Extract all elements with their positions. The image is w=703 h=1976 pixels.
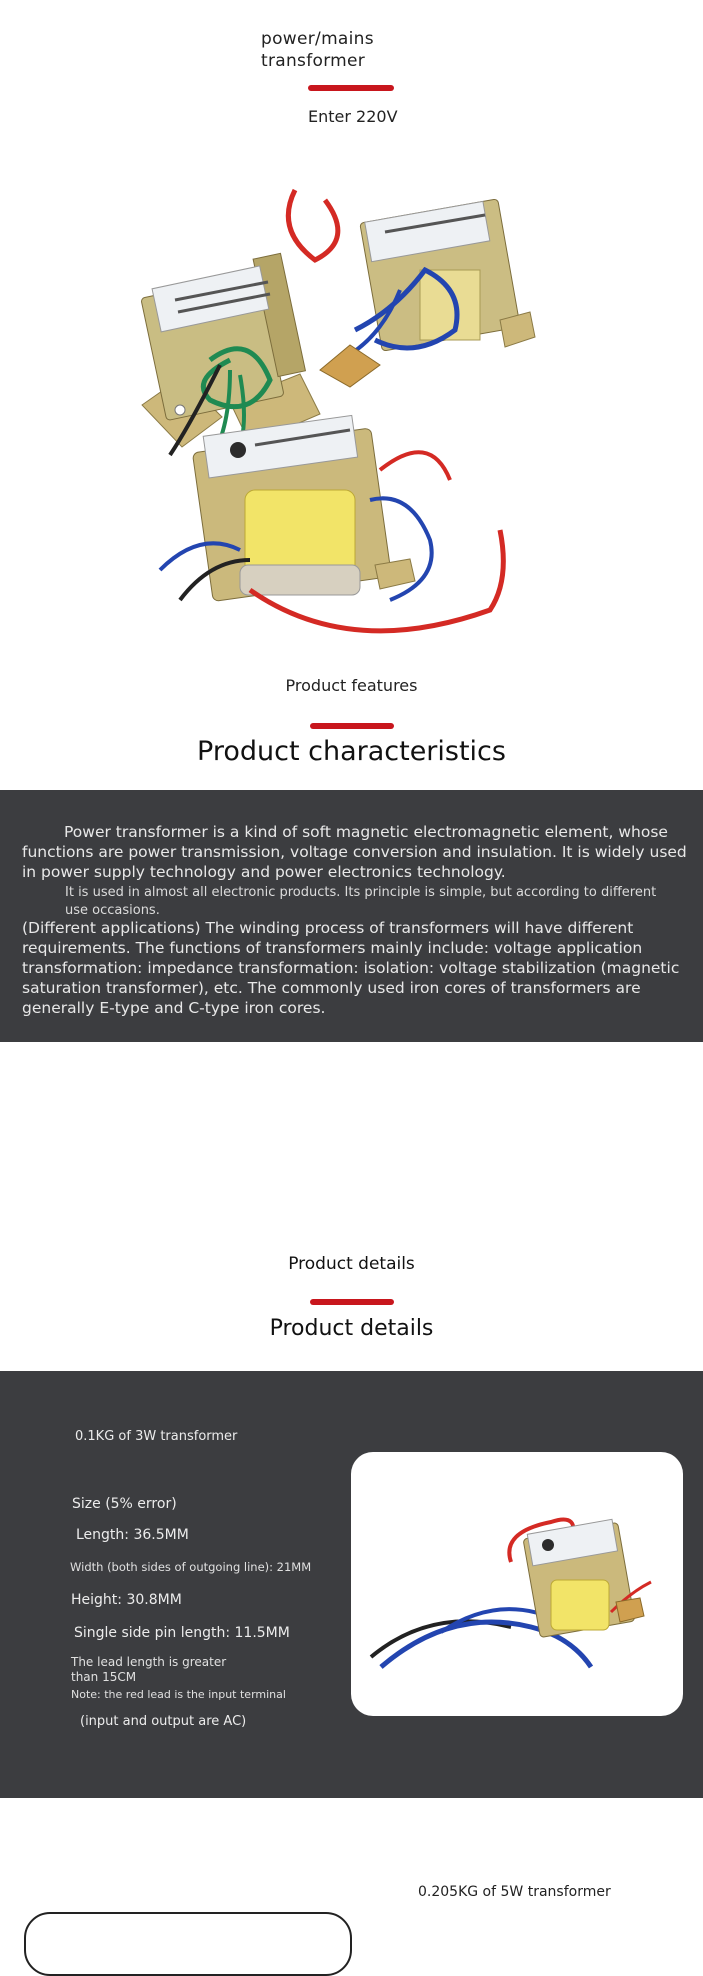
features-paragraph-1: Power transformer is a kind of soft magnetic electromagnetic element, whose functions are power transmission, voltage conversion and insulation. It is widely used in power supply technology and power electronics technology. (22, 823, 687, 881)
model-title: 0.1KG of 3W transformer (75, 1429, 238, 1444)
transformer-bottom-image (160, 415, 503, 630)
header-title: power/mains transformer (261, 29, 374, 71)
spec-pin-length: Single side pin length: 11.5MM (74, 1625, 290, 1641)
features-accent-bar (310, 723, 394, 729)
details-accent-bar (310, 1299, 394, 1305)
spec-io-note: (input and output are AC) (80, 1714, 247, 1729)
header-subtitle: Enter 220V (308, 107, 398, 126)
features-paragraph-2: It is used in almost all electronic products. Its principle is simple, but according to different use occasions. (65, 885, 657, 918)
next-model-title: 0.205KG of 5W transformer (418, 1884, 611, 1900)
spec-length: Length: 36.5MM (76, 1527, 189, 1543)
details-label: Product details (288, 1254, 415, 1274)
spec-note: Note: the red lead is the input terminal (71, 1688, 286, 1701)
features-label: Product features (285, 676, 418, 695)
transformer-product-photo (120, 170, 580, 640)
spec-width: Width (both sides of outgoing line): 21MM (70, 1560, 312, 1574)
features-panel (0, 790, 703, 1042)
features-paragraph-3: (Different applications) The winding process of transformers will have different requirements. The functions of transformers mainly include: voltage application transformation: impedance transformation: isolation: voltage stabilization (magnetic saturation transformer), etc. The commonly used iron cores of transformers are generally E-type and C-type iron cores. (22, 919, 680, 1017)
transformer-right-image (288, 190, 535, 387)
detail-product-card (351, 1452, 683, 1716)
details-heading: Product details (269, 1316, 434, 1341)
size-label: Size (5% error) (72, 1496, 177, 1512)
transformer-3w-image (351, 1452, 683, 1716)
spec-height: Height: 30.8MM (71, 1592, 182, 1608)
header-accent-bar (308, 85, 394, 91)
spec-lead-length: The lead length is greater than 15CM (71, 1655, 227, 1684)
features-heading: Product characteristics (197, 736, 506, 767)
next-model-card (24, 1912, 352, 1976)
